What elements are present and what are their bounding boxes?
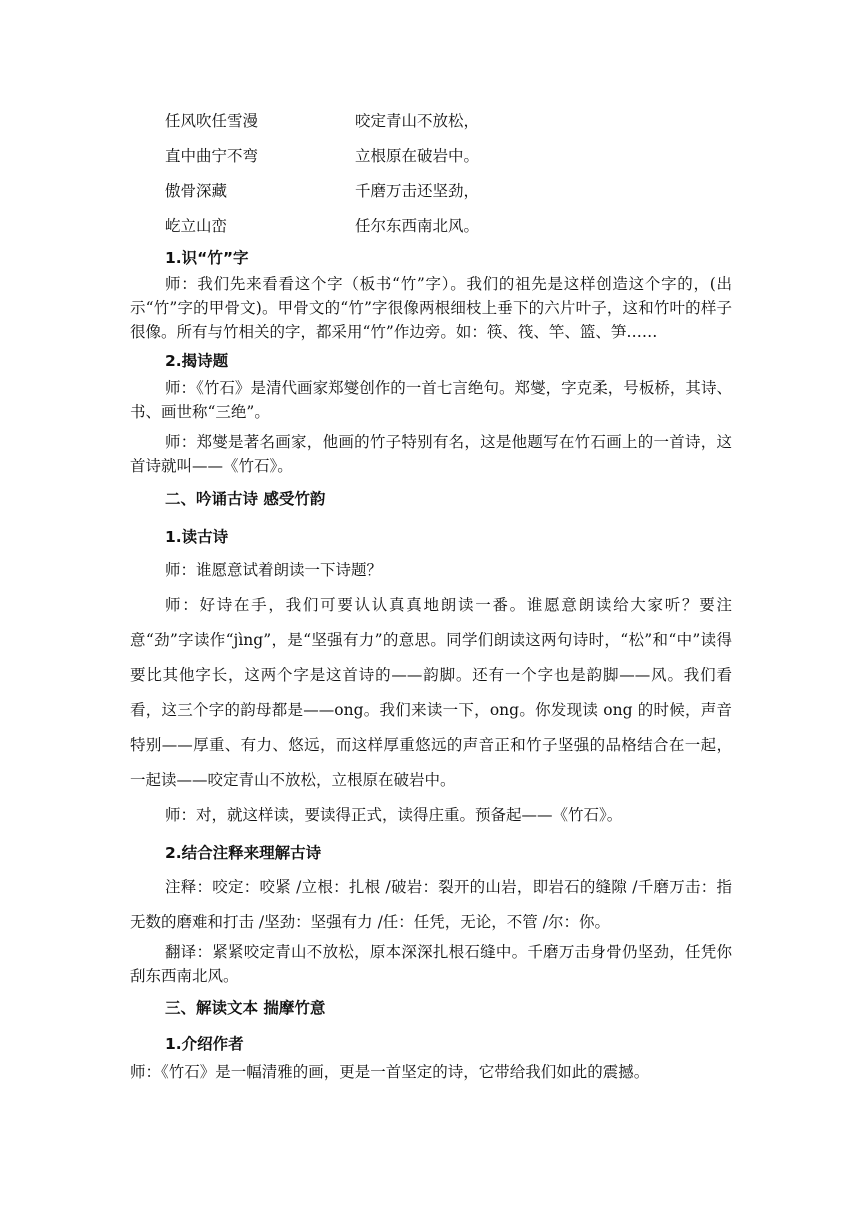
paragraph-zuozhe: 师：《竹石》是一幅清雅的画，更是一首坚定的诗，它带给我们如此的震撼。 (130, 1063, 650, 1081)
heading-row (130, 988, 732, 1026)
poem-line-left: 任风吹任雪漫 (165, 111, 259, 130)
heading-row (130, 518, 732, 553)
heading-row (130, 242, 732, 272)
poem-row (130, 207, 732, 242)
poem-line-right: 千磨万击还坚劲， (355, 181, 480, 200)
heading-row (130, 344, 732, 376)
poem-line-left: 屹立山峦 (165, 216, 228, 235)
subheading-zhushi: 2.结合注释来理解古诗 (165, 843, 322, 862)
section-title-3: 三、解读文本 揣摩竹意 (165, 999, 326, 1017)
section-title-2: 二、吟诵古诗 感受竹韵 (165, 490, 326, 508)
poem-line-right: 咬定青山不放松， (355, 111, 480, 130)
paragraph-jieshiti-1: 师：《竹石》是清代画家郑燮创作的一首七言绝句。郑燮，字克柔，号板桥，其诗、书、画世称“三绝”。 (130, 379, 732, 421)
subheading-shizhu: 1.识“竹”字 (165, 249, 249, 267)
poem-line-left: 傲骨深藏 (165, 181, 228, 200)
heading-row (130, 1026, 732, 1060)
heading-row (130, 833, 732, 870)
poem-row (130, 137, 732, 172)
poem-row (130, 102, 732, 137)
heading-row (130, 478, 732, 518)
poem-block (130, 102, 732, 242)
subheading-jieshiti: 2.揭诗题 (165, 352, 229, 370)
paragraph-dushi-3: 师：对，就这样读，要读得正式，读得庄重。预备起——《竹石》。 (165, 806, 623, 824)
paragraph-shizhu: 师：我们先来看看这个字（板书“竹”字）。我们的祖先是这样创造这个字的，(出示“竹”字的甲骨文)。甲骨文的“竹”字很像两根细枝上垂下的六片叶子，这和竹叶的样子很像。所有与竹相关的字，都采用“竹”作边旁。如：筷、筏、竿、篮、笋…… (130, 275, 732, 341)
paragraph-jieshiti-2: 师：郑燮是著名画家，他画的竹子特别有名，这是他题写在竹石画上的一首诗，这首诗就叫——《竹石》。 (130, 433, 732, 475)
poem-line-right: 任尔东西南北风。 (355, 216, 480, 235)
paragraph-dushi-2: 师：好诗在手，我们可要认认真真地朗读一番。谁愿意朗读给大家听？要注意“劲”字读作“jìng”，是“坚强有力”的意思。同学们朗读这两句诗时，“松”和“中”读得要比其他字长，这两个字是这首诗的——韵脚。还有一个字也是韵脚——风。我们看看，这三个字的韵母都是——ong。我们来读一下，ong。你发现读 ong 的时候，声音特别——厚重、有力、悠远，而这样厚重悠远的声音正和竹子坚强的品格结合在一起，一起读——咬定青山不放松，立根原在破岩中。 (130, 596, 732, 789)
subheading-zuozhe: 1.介绍作者 (165, 1035, 244, 1053)
subheading-dushi: 1.读古诗 (165, 527, 229, 546)
poem-row (130, 172, 732, 207)
paragraph-zhushi: 注释：咬定：咬紧 /立根：扎根 /破岩：裂开的山岩，即岩石的缝隙 /千磨万击：指无数的磨难和打击 /坚劲：坚强有力 /任：任凭，无论，不管 /尔：你。 (130, 878, 732, 931)
paragraph-dushi-1: 师：谁愿意试着朗读一下诗题？ (165, 561, 383, 579)
poem-line-left: 直中曲宁不弯 (165, 146, 259, 165)
poem-line-right: 立根原在破岩中。 (355, 146, 480, 165)
paragraph-fanyi: 翻译：紧紧咬定青山不放松，原本深深扎根石缝中。千磨万击身骨仍坚劲，任凭你刮东西南北风。 (130, 943, 732, 985)
document-page (130, 102, 732, 1084)
